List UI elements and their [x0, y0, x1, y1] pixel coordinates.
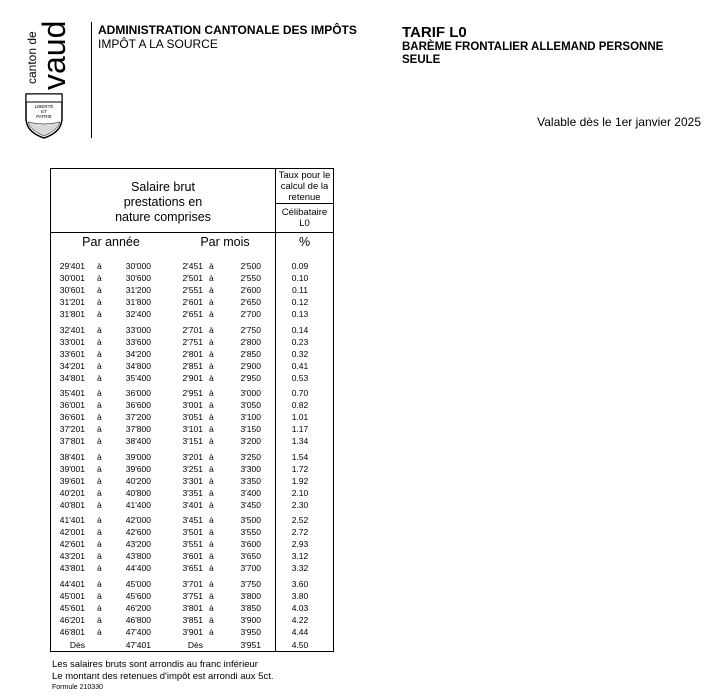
table-row — [51, 475, 333, 487]
table-row — [51, 260, 333, 272]
year-to: 37'800 — [125, 424, 151, 434]
year-to: 43'200 — [125, 539, 151, 549]
range-separator: à — [209, 309, 214, 319]
month-from: 2'551 — [182, 285, 203, 295]
range-separator: à — [209, 475, 214, 486]
range-separator: à — [209, 527, 214, 537]
year-from: 44'401 — [59, 578, 85, 589]
month-to: 3'600 — [240, 539, 261, 549]
table-row — [51, 538, 333, 550]
range-separator: à — [209, 451, 214, 462]
year-from: 46'801 — [59, 626, 85, 637]
month-to: 3'750 — [240, 578, 261, 589]
range-separator: à — [209, 348, 214, 359]
month-from: 3'551 — [182, 539, 203, 549]
month-to: 3'900 — [240, 614, 261, 625]
range-separator: à — [97, 336, 102, 347]
range-separator: à — [97, 487, 102, 498]
rate-value: 2.93 — [291, 539, 309, 549]
month-to: 3'400 — [240, 487, 261, 498]
table-row — [51, 348, 333, 360]
rate-value: 0.32 — [291, 348, 309, 359]
year-from: 31'201 — [59, 297, 85, 307]
range-separator: à — [209, 400, 214, 410]
month-from: 3'301 — [182, 475, 203, 486]
range-separator: à — [209, 539, 214, 549]
table-row — [51, 562, 333, 574]
month-to: 3'250 — [240, 451, 261, 462]
year-from: 45'601 — [59, 602, 85, 613]
month-from: 2'901 — [182, 372, 203, 383]
month-to: 2'700 — [240, 309, 261, 319]
year-to: 31'800 — [125, 297, 151, 307]
year-to: 47'400 — [125, 626, 151, 637]
month-from: 2'801 — [182, 348, 203, 359]
month-to: 3'550 — [240, 527, 261, 537]
rate-value: 3.32 — [291, 563, 309, 573]
month-from: 3'001 — [182, 400, 203, 410]
rate-value: 2.10 — [291, 487, 309, 498]
month-to: 3'650 — [240, 551, 261, 561]
rate-value: 2.52 — [291, 515, 309, 525]
range-separator: à — [209, 424, 214, 434]
month-from: 2'751 — [182, 336, 203, 347]
table-row — [51, 360, 333, 372]
table-row — [51, 435, 333, 447]
range-separator: à — [209, 499, 214, 510]
year-to: 42'000 — [125, 515, 151, 525]
range-separator: à — [97, 436, 102, 446]
tax-rate-table — [50, 168, 334, 652]
month-from: 3'251 — [182, 463, 203, 474]
range-separator: à — [209, 515, 214, 525]
year-to: 30'000 — [125, 261, 151, 271]
month-from: 3'901 — [182, 626, 203, 637]
year-from: 43'201 — [59, 551, 85, 561]
month-to: 2'900 — [240, 360, 261, 371]
year-to: 34'800 — [125, 360, 151, 371]
rate-value: 4.50 — [291, 640, 309, 650]
year-from: 32'401 — [59, 324, 85, 335]
logo-vaud-text: vaud — [36, 20, 70, 90]
year-from: 40'801 — [59, 499, 85, 510]
year-from: 38'401 — [59, 451, 85, 462]
year-from: 46'201 — [59, 614, 85, 625]
table-row — [51, 372, 333, 384]
range-separator: à — [97, 360, 102, 371]
header-divider — [91, 22, 92, 138]
table-row — [51, 308, 333, 320]
table-row — [51, 336, 333, 348]
year-from: 39'601 — [59, 475, 85, 486]
year-from: 30'001 — [59, 273, 85, 283]
range-separator: à — [209, 551, 214, 561]
range-separator: à — [97, 297, 102, 307]
month-to: 3'050 — [240, 400, 261, 410]
logo-motto-1: LIBERTÉ — [34, 104, 54, 109]
table-row — [51, 550, 333, 562]
rate-value: 3.12 — [291, 551, 309, 561]
range-separator: à — [209, 463, 214, 474]
range-separator: à — [97, 515, 102, 525]
month-from: 2'701 — [182, 324, 203, 335]
year-to: 32'400 — [125, 309, 151, 319]
table-row — [51, 387, 333, 399]
logo-motto-2: ET — [41, 109, 47, 114]
month-des-label: Dès — [187, 640, 203, 650]
rate-value: 0.23 — [291, 336, 309, 347]
logo-motto-3: PATRIE — [36, 114, 52, 119]
range-separator: à — [209, 626, 214, 637]
year-to: 46'800 — [125, 614, 151, 625]
range-separator: à — [209, 590, 214, 601]
year-to: 38'400 — [125, 436, 151, 446]
year-from: 34'801 — [59, 372, 85, 383]
year-from: 42'601 — [59, 539, 85, 549]
rate-value: 1.01 — [291, 412, 309, 422]
month-to: 2'550 — [240, 273, 261, 283]
month-to: 2'850 — [240, 348, 261, 359]
validity-date: Valable dès le 1er janvier 2025 — [537, 115, 701, 129]
month-to: 3'100 — [240, 412, 261, 422]
year-from: 45'001 — [59, 590, 85, 601]
month-from: 2'451 — [182, 261, 203, 271]
range-separator: à — [209, 297, 214, 307]
year-from: 42'001 — [59, 527, 85, 537]
range-separator: à — [209, 487, 214, 498]
month-from: 3'101 — [182, 424, 203, 434]
month-to: 3'950 — [240, 626, 261, 637]
range-separator: à — [97, 372, 102, 383]
rate-value: 0.41 — [291, 360, 309, 371]
range-separator: à — [209, 273, 214, 283]
table-row — [51, 296, 333, 308]
table-row — [51, 423, 333, 435]
table-row-last — [51, 639, 333, 651]
table-row — [51, 590, 333, 602]
year-to: 35'400 — [125, 372, 151, 383]
year-to: 36'000 — [125, 388, 151, 398]
range-separator: à — [97, 578, 102, 589]
month-from: 2'501 — [182, 273, 203, 283]
range-separator: à — [97, 602, 102, 613]
range-separator: à — [209, 412, 214, 422]
year-from: 39'001 — [59, 463, 85, 474]
year-to: 45'000 — [125, 578, 151, 589]
month-from: 3'701 — [182, 578, 203, 589]
range-separator: à — [97, 563, 102, 573]
rate-value: 1.17 — [291, 424, 309, 434]
year-from: 36'001 — [59, 400, 85, 410]
range-separator: à — [97, 499, 102, 510]
month-to: 3'150 — [240, 424, 261, 434]
year-from: 31'801 — [59, 309, 85, 319]
category-header: Célibataire L0 — [281, 207, 328, 229]
table-row — [51, 487, 333, 499]
col-month-header: Par mois — [200, 235, 250, 249]
year-to: 36'600 — [125, 400, 151, 410]
year-from: 41'401 — [59, 515, 85, 525]
rate-value: 4.22 — [291, 614, 309, 625]
table-row — [51, 514, 333, 526]
range-separator: à — [209, 336, 214, 347]
range-separator: à — [97, 400, 102, 410]
rate-value: 0.12 — [291, 297, 309, 307]
month-to: 3'300 — [240, 463, 261, 474]
salary-header: Salaire brut prestations en nature comprises — [115, 180, 211, 224]
year-to: 33'600 — [125, 336, 151, 347]
year-from: 43'801 — [59, 563, 85, 573]
table-header-line — [51, 232, 333, 233]
range-separator: à — [97, 348, 102, 359]
table-row — [51, 602, 333, 614]
year-to: 43'800 — [125, 551, 151, 561]
month-to: 3'200 — [240, 436, 261, 446]
canton-vaud-logo — [22, 18, 70, 140]
rate-value: 4.03 — [291, 602, 309, 613]
range-separator: à — [209, 324, 214, 335]
range-separator: à — [209, 261, 214, 271]
range-separator: à — [97, 451, 102, 462]
month-from: 3'501 — [182, 527, 203, 537]
table-row — [51, 614, 333, 626]
range-separator: à — [209, 563, 214, 573]
footer-note-retenue: Le montant des retenues d'impôt est arrondi aux 5ct. — [52, 671, 274, 682]
range-separator: à — [97, 285, 102, 295]
year-to: 33'000 — [125, 324, 151, 335]
year-to: 34'200 — [125, 348, 151, 359]
rate-value: 1.92 — [291, 475, 309, 486]
tarif-title: TARIF L0 — [402, 24, 467, 41]
month-to: 2'500 — [240, 261, 261, 271]
admin-subtitle: IMPÔT A LA SOURCE — [98, 37, 218, 51]
month-des-value: 3'951 — [240, 640, 261, 650]
bareme-subtitle: BARÈME FRONTALIER ALLEMAND PERSONNE SEULE — [402, 41, 664, 66]
rate-value: 0.10 — [291, 273, 309, 283]
year-from: 33'001 — [59, 336, 85, 347]
rate-value: 3.60 — [291, 578, 309, 589]
year-from: 34'201 — [59, 360, 85, 371]
year-to: 45'600 — [125, 590, 151, 601]
admin-title: ADMINISTRATION CANTONALE DES IMPÔTS — [98, 23, 357, 37]
year-from: 33'601 — [59, 348, 85, 359]
month-from: 2'951 — [182, 388, 203, 398]
year-from: 29'401 — [59, 261, 85, 271]
month-to: 2'950 — [240, 372, 261, 383]
range-separator: à — [209, 360, 214, 371]
month-from: 2'851 — [182, 360, 203, 371]
month-to: 2'750 — [240, 324, 261, 335]
range-separator: à — [209, 285, 214, 295]
year-from: 35'401 — [59, 388, 85, 398]
month-to: 2'800 — [240, 336, 261, 347]
year-from: 37'201 — [59, 424, 85, 434]
range-separator: à — [97, 412, 102, 422]
range-separator: à — [209, 388, 214, 398]
year-des-label: Dès — [69, 640, 85, 650]
rate-value: 0.09 — [291, 261, 309, 271]
month-from: 3'801 — [182, 602, 203, 613]
year-from: 40'201 — [59, 487, 85, 498]
month-to: 2'600 — [240, 285, 261, 295]
rate-value: 0.82 — [291, 400, 309, 410]
year-to: 37'200 — [125, 412, 151, 422]
range-separator: à — [97, 324, 102, 335]
rate-value: 0.13 — [291, 309, 309, 319]
table-row — [51, 324, 333, 336]
range-separator: à — [209, 602, 214, 613]
table-row — [51, 399, 333, 411]
footer-note-rounding: Les salaires bruts sont arrondis au franc inférieur — [52, 659, 258, 670]
rate-value: 2.30 — [291, 499, 309, 510]
range-separator: à — [209, 614, 214, 625]
rate-value: 1.54 — [291, 451, 309, 462]
month-from: 3'351 — [182, 487, 203, 498]
rate-value: 1.72 — [291, 463, 309, 474]
rate-value: 2.72 — [291, 527, 309, 537]
footer-formula: Formule 210330 — [52, 684, 103, 691]
year-to: 42'600 — [125, 527, 151, 537]
logo-canton-text: canton de — [25, 31, 39, 84]
year-to: 41'400 — [125, 499, 151, 510]
year-to: 39'000 — [125, 451, 151, 462]
rate-value: 1.34 — [291, 436, 309, 446]
month-to: 3'700 — [240, 563, 261, 573]
range-separator: à — [97, 424, 102, 434]
range-separator: à — [97, 551, 102, 561]
table-row — [51, 499, 333, 511]
month-from: 3'401 — [182, 499, 203, 510]
range-separator: à — [97, 614, 102, 625]
month-from: 2'651 — [182, 309, 203, 319]
table-row — [51, 578, 333, 590]
month-to: 3'350 — [240, 475, 261, 486]
table-row — [51, 451, 333, 463]
range-separator: à — [209, 372, 214, 383]
range-separator: à — [97, 388, 102, 398]
month-from: 3'651 — [182, 563, 203, 573]
range-separator: à — [97, 261, 102, 271]
rate-header: Taux pour le calcul de la retenue — [278, 170, 331, 203]
year-to: 39'600 — [125, 463, 151, 474]
range-separator: à — [97, 590, 102, 601]
range-separator: à — [97, 273, 102, 283]
month-from: 3'451 — [182, 515, 203, 525]
range-separator: à — [97, 626, 102, 637]
year-to: 31'200 — [125, 285, 151, 295]
range-separator: à — [97, 539, 102, 549]
month-from: 3'051 — [182, 412, 203, 422]
year-to: 40'800 — [125, 487, 151, 498]
table-row — [51, 284, 333, 296]
col-year-header: Par année — [82, 235, 140, 249]
table-row — [51, 526, 333, 538]
year-to: 40'200 — [125, 475, 151, 486]
rate-value: 0.14 — [291, 324, 309, 335]
table-row — [51, 411, 333, 423]
range-separator: à — [97, 309, 102, 319]
rate-value: 0.70 — [291, 388, 309, 398]
rate-value: 4.44 — [291, 626, 309, 637]
month-to: 3'450 — [240, 499, 261, 510]
year-des-value: 47'401 — [125, 640, 151, 650]
month-to: 2'650 — [240, 297, 261, 307]
month-to: 3'000 — [240, 388, 261, 398]
month-from: 3'601 — [182, 551, 203, 561]
month-from: 3'751 — [182, 590, 203, 601]
range-separator: à — [97, 463, 102, 474]
month-from: 3'201 — [182, 451, 203, 462]
month-to: 3'500 — [240, 515, 261, 525]
year-to: 44'400 — [125, 563, 151, 573]
year-to: 46'200 — [125, 602, 151, 613]
col-pct-header: % — [298, 235, 311, 249]
rate-value: 3.80 — [291, 590, 309, 601]
year-from: 37'801 — [59, 436, 85, 446]
month-from: 3'851 — [182, 614, 203, 625]
table-subheader-line — [275, 203, 333, 204]
month-from: 3'151 — [182, 436, 203, 446]
table-row — [51, 272, 333, 284]
month-to: 3'800 — [240, 590, 261, 601]
range-separator: à — [209, 578, 214, 589]
range-separator: à — [97, 475, 102, 486]
month-to: 3'850 — [240, 602, 261, 613]
year-from: 36'601 — [59, 412, 85, 422]
year-to: 30'600 — [125, 273, 151, 283]
table-row — [51, 463, 333, 475]
rate-value: 0.53 — [291, 372, 309, 383]
month-from: 2'601 — [182, 297, 203, 307]
table-row — [51, 626, 333, 638]
rate-value: 0.11 — [292, 285, 308, 295]
range-separator: à — [97, 527, 102, 537]
year-from: 30'601 — [59, 285, 85, 295]
range-separator: à — [209, 436, 214, 446]
